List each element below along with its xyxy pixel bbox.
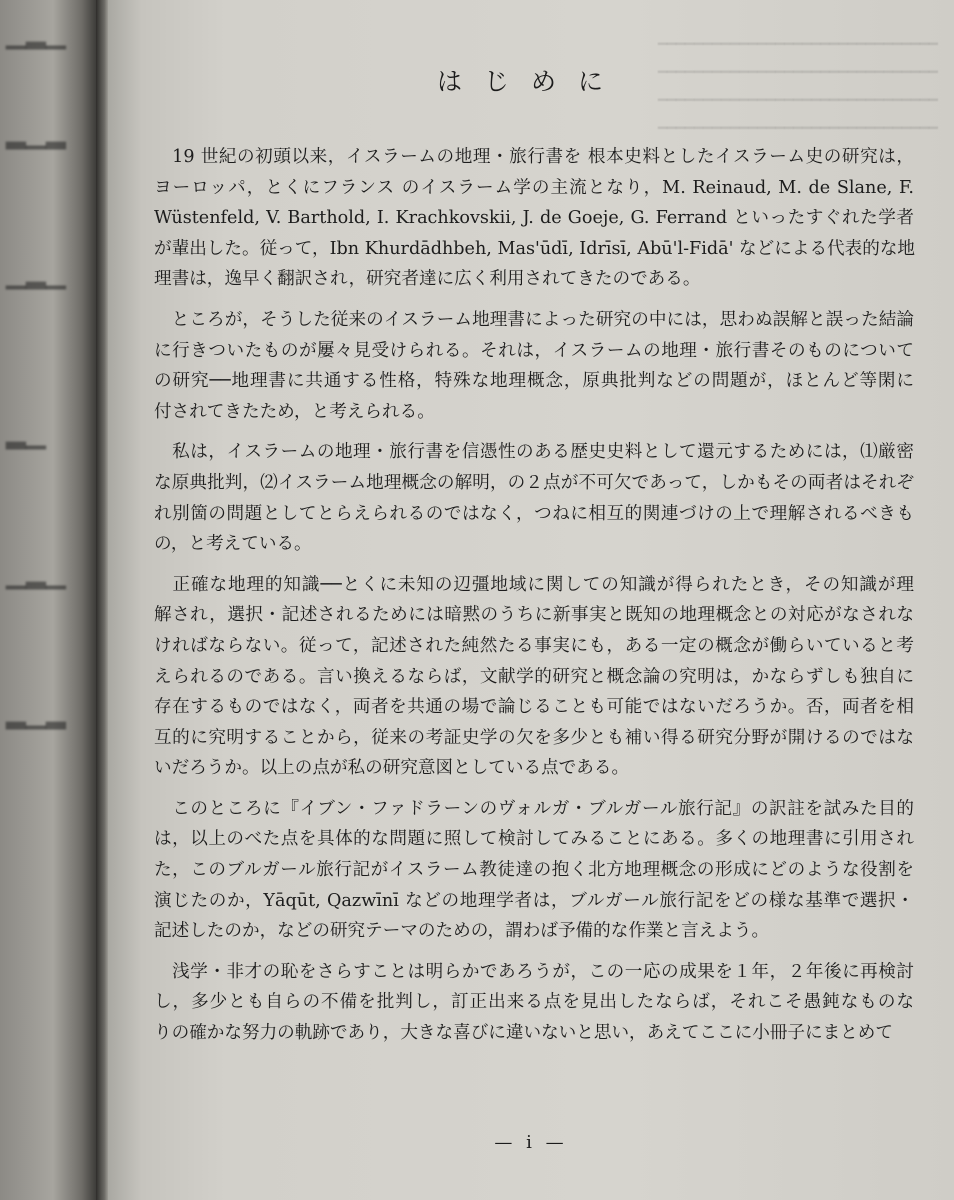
facing-page-edge — [0, 0, 96, 1200]
text-line: に行きついたものが屢々見受けられる。それは，イスラームの地理・旅行書そのものについて — [154, 340, 914, 361]
text-line: ヨーロッパ，とくにフランス のイスラーム学の主流となり，M. Reinaud, M. de Slane, F. — [154, 177, 914, 198]
page-title: はじめに — [436, 67, 625, 96]
text-line: 19 世紀の初頭以来，イスラームの地理・旅行書を 根本史料としたイスラーム史の研究は， — [154, 147, 914, 167]
text-line: 互的に究明することから，従来の考証史学の欠を多少とも補い得る研究分野が開けるのではな — [154, 727, 914, 748]
text-line: えられるのである。言い換えるならば，文献学的研究と概念論の究明は，かならずしも独自に — [154, 666, 914, 687]
paragraph — [154, 437, 914, 559]
text-line: の研究──地理書に共通する性格，特殊な地理概念，原典批判などの問題が，ほとんど等閑に — [154, 371, 914, 392]
text-line: いだろうか。以上の点が私の研究意図としている点である。 — [154, 758, 630, 779]
text-line: 理書は，逸早く翻訳され，研究者達に広く利用されてきたのである。 — [154, 269, 701, 290]
facing-page-blur-mark: ▂▁ — [6, 420, 46, 450]
body-text — [154, 142, 914, 1049]
text-line: りの確かな努力の軌跡であり，大きな喜びに違いないと思い，あえてここに小冊子にまとめて — [154, 1023, 893, 1044]
facing-page-blur-mark: ▁▂▁ — [6, 560, 66, 590]
text-line: 記述したのか，などの研究テーマのための，謂わば予備的な作業と言えよう。 — [154, 921, 770, 942]
text-line: た，このブルガール旅行記がイスラーム教徒達の抱く北方地理概念の形成にどのような役割を — [154, 860, 914, 881]
text-line: し，多少とも自らの不備を批判し，訂正出来る点を見出したならば，それこそ愚鈍なものな — [154, 992, 914, 1013]
facing-page-blur-mark: ▁▂▁ — [6, 260, 66, 290]
text-line: の，と考えている。 — [154, 534, 312, 555]
paragraph — [154, 957, 914, 1049]
show-through-text: ━━━━━━━━━━━━━━━━━━━━━━━━━━━━━━━ ━━━━━━━━━━━━━━━━━━━━━━━━━━━━━━━ ━━━━━━━━━━━━━━━━━━━━━━━━━━━━━━━ ━━━━━━━━━━━━━━━━━━━━━━━━━━━━━━━ — [658, 35, 938, 137]
text-line: れ別箇の問題としてとらえられるのではなく，つねに相互的関連づけの上で理解されるべきも — [154, 503, 914, 524]
paragraph — [154, 570, 914, 784]
text-line: 私は，イスラームの地理・旅行書を信憑性のある歴史史料として還元するためには，⑴厳密 — [154, 442, 914, 463]
facing-page-blur-mark: ▂▁▂ — [6, 700, 66, 730]
book-page — [108, 0, 954, 1200]
text-line: このところに『イブン・ファドラーンのヴォルガ・ブルガール旅行記』の訳註を試みた目的 — [154, 798, 914, 819]
text-line: は，以上のべた点を具体的な問題に照して検討してみることにある。多くの地理書に引用され — [154, 829, 914, 850]
text-line: 浅学・非才の恥をさらすことは明らかであろうが，この一応の成果を１年，２年後に再検討 — [154, 961, 914, 982]
page-number: — i — — [494, 1132, 568, 1153]
text-line: 付されてきたため，と考えられる。 — [154, 401, 435, 422]
paragraph — [154, 142, 914, 295]
paragraph — [154, 305, 914, 427]
paragraph — [154, 794, 914, 947]
text-line: な原典批判，⑵イスラーム地理概念の解明，の２点が不可欠であって，しかもその両者はそれぞ — [154, 472, 914, 493]
text-line: ところが，そうした従来のイスラーム地理書によった研究の中には，思わぬ誤解と誤った結論 — [154, 309, 914, 330]
text-line: ければならない。従って，記述された純然たる事実にも，ある一定の概念が働らいていると考 — [154, 635, 914, 656]
text-line: 演じたのか，Yāqūt, Qazwīnī などの地理学者は，ブルガール旅行記をどの様な基準で選択・ — [154, 890, 914, 911]
book-gutter — [96, 0, 108, 1200]
text-line: が輩出した。従って，Ibn Khurdādhbeh, Mas'ūdī, Idrīsī, Abū'l-Fidā' などによる代表的な地 — [154, 238, 916, 259]
text-line: 解され，選択・記述されるためには暗黙のうちに新事実と既知の地理概念との対応がなされな — [154, 605, 914, 626]
text-line: 正確な地理的知識──とくに未知の辺彊地域に関しての知識が得られたとき，その知識が理 — [154, 574, 914, 595]
facing-page-blur-mark: ▂▁▂ — [6, 120, 66, 150]
text-line: 存在するものではなく，両者を共通の場で論じることも可能ではないだろうか。否，両者を相 — [154, 697, 914, 718]
facing-page-blur-mark: ▁▂▁ — [6, 20, 66, 50]
text-line: Wüstenfeld, V. Barthold, I. Krachkovskii, J. de Goeje, G. Ferrand といったすぐれた学者 — [154, 208, 914, 229]
